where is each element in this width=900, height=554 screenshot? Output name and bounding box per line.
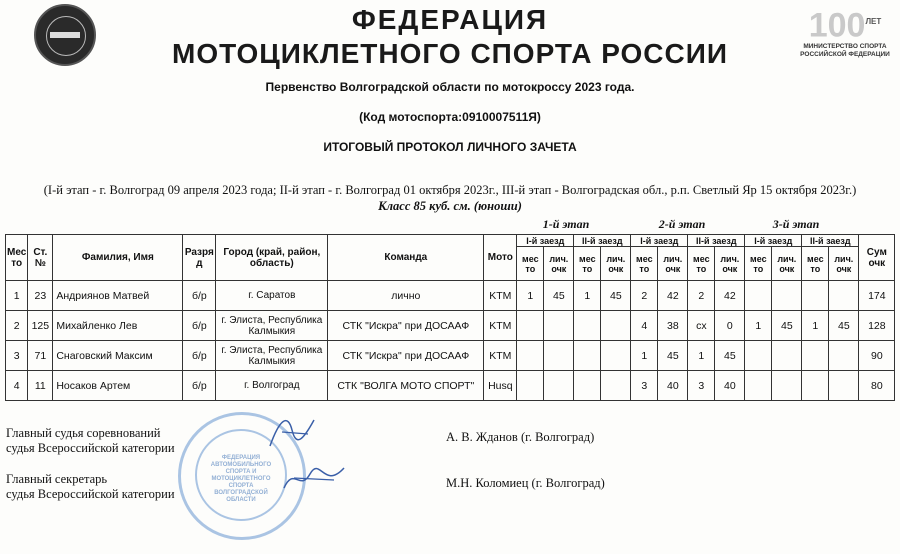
- cell-result: 1: [688, 341, 715, 371]
- cell-number: 125: [28, 311, 53, 341]
- cell-team: СТК "Искра" при ДОСААФ: [328, 311, 484, 341]
- cell-sum: 174: [859, 281, 895, 311]
- stage-1-label: 1-й этап: [542, 217, 590, 231]
- cell-rank: б/р: [183, 371, 216, 401]
- cell-sum: 90: [859, 341, 895, 371]
- title-line1: ФЕДЕРАЦИЯ: [351, 4, 549, 35]
- header-rank: Разря д: [183, 235, 216, 281]
- table-row: [6, 311, 895, 341]
- secretary-title-line2: судья Всероссийской категории: [6, 487, 175, 501]
- cell-moto: Husq: [484, 371, 517, 401]
- header-name: Фамилия, Имя: [53, 235, 183, 281]
- stage-2-label: 2-й этап: [658, 217, 706, 231]
- header-moto: Мото: [484, 235, 517, 281]
- cell-name: Снаговский Максим: [53, 341, 183, 371]
- cell-result: [829, 371, 859, 401]
- cell-number: 23: [28, 281, 53, 311]
- header-team: Команда: [328, 235, 484, 281]
- cell-rank: б/р: [183, 341, 216, 371]
- header-mes: мес то: [802, 247, 829, 281]
- cell-result: [829, 341, 859, 371]
- header-lich: лич. очк: [658, 247, 688, 281]
- stage-dates: (I-й этап - г. Волгоград 09 апреля 2023 года; II-й этап - г. Волгоград 01 октября 2023г., III-й этап - Волгоградская обл., р.п. Светлый Яр 15 октября 2023г.): [43, 183, 857, 197]
- cell-result: 3: [631, 371, 658, 401]
- cell-result: [601, 341, 631, 371]
- cell-result: [517, 341, 544, 371]
- cell-result: 45: [601, 281, 631, 311]
- cell-city: г. Волгоград: [216, 371, 328, 401]
- cell-result: [802, 371, 829, 401]
- cell-result: 42: [658, 281, 688, 311]
- header-s1-race1: I-й заезд: [517, 235, 574, 247]
- sport-code: (Код мотоспорта:0910007511Я): [359, 110, 541, 124]
- judge-title-line2: судья Всероссийской категории: [6, 441, 175, 455]
- ministry-logo: $100^{ЛЕТ}$ МИНИСТЕРСТВО СПОРТА РОССИЙСКОЙ ФЕДЕРАЦИИ: [800, 6, 890, 59]
- judge-title-line1: Главный судья соревнований: [6, 426, 161, 440]
- cell-result: 45: [715, 341, 745, 371]
- cell-name: Андриянов Матвей: [53, 281, 183, 311]
- header-number: Ст. №: [28, 235, 53, 281]
- header-lich: лич. очк: [544, 247, 574, 281]
- cell-result: 1: [517, 281, 544, 311]
- header-mes: мес то: [574, 247, 601, 281]
- cell-result: сх: [688, 311, 715, 341]
- cell-result: 38: [658, 311, 688, 341]
- cell-team: СТК "Искра" при ДОСААФ: [328, 341, 484, 371]
- cell-result: 45: [544, 281, 574, 311]
- header-s3-race2: II-й заезд: [802, 235, 859, 247]
- cell-number: 71: [28, 341, 53, 371]
- cell-place: 1: [6, 281, 28, 311]
- cell-result: [544, 371, 574, 401]
- cell-result: 2: [688, 281, 715, 311]
- cell-result: [772, 371, 802, 401]
- cell-result: 1: [745, 311, 772, 341]
- championship-title: Первенство Волгоградской области по мотокроссу 2023 года.: [265, 80, 635, 94]
- cell-city: г. Саратов: [216, 281, 328, 311]
- results-table: [5, 234, 895, 401]
- header-s3-race1: I-й заезд: [745, 235, 802, 247]
- cell-result: 42: [715, 281, 745, 311]
- header-mes: мес то: [745, 247, 772, 281]
- secretary-name: М.Н. Коломиец (г. Волгоград): [446, 476, 605, 490]
- header-lich: лич. очк: [772, 247, 802, 281]
- cell-number: 11: [28, 371, 53, 401]
- cell-team: СТК "ВОЛГА МОТО СПОРТ": [328, 371, 484, 401]
- cell-moto: KTM: [484, 281, 517, 311]
- cell-result: [544, 311, 574, 341]
- cell-moto: KTM: [484, 341, 517, 371]
- cell-result: 45: [772, 311, 802, 341]
- header-lich: лич. очк: [829, 247, 859, 281]
- cell-result: [601, 311, 631, 341]
- cell-result: 2: [631, 281, 658, 311]
- secretary-signature: [280, 462, 350, 496]
- cell-result: 40: [715, 371, 745, 401]
- stage-3-label: 3-й этап: [772, 217, 820, 231]
- cell-result: [745, 341, 772, 371]
- cell-sum: 128: [859, 311, 895, 341]
- header-lich: лич. очк: [715, 247, 745, 281]
- cell-result: [574, 311, 601, 341]
- header-lich: лич. очк: [601, 247, 631, 281]
- cell-result: [517, 371, 544, 401]
- table-row: [6, 371, 895, 401]
- header-mes: мес то: [688, 247, 715, 281]
- cell-result: 0: [715, 311, 745, 341]
- header-mes: мес то: [517, 247, 544, 281]
- title-line2: МОТОЦИКЛЕТНОГО СПОРТА РОССИИ: [172, 38, 728, 69]
- cell-sum: 80: [859, 371, 895, 401]
- judge-name: А. В. Жданов (г. Волгоград): [446, 430, 595, 444]
- cell-city: г. Элиста, Республика Калмыкия: [216, 341, 328, 371]
- cell-result: 1: [631, 341, 658, 371]
- secretary-title-line1: Главный секретарь: [6, 472, 108, 486]
- header-s2-race1: I-й заезд: [631, 235, 688, 247]
- judge-signature: [262, 412, 322, 452]
- table-row: [6, 281, 895, 311]
- header-city: Город (край, район, область): [216, 235, 328, 281]
- cell-result: [745, 371, 772, 401]
- cell-result: 4: [631, 311, 658, 341]
- cell-name: Михайленко Лев: [53, 311, 183, 341]
- cell-result: [772, 341, 802, 371]
- cell-result: [544, 341, 574, 371]
- cell-place: 2: [6, 311, 28, 341]
- cell-result: [517, 311, 544, 341]
- cell-result: 3: [688, 371, 715, 401]
- header-s2-race2: II-й заезд: [688, 235, 745, 247]
- class-label: Класс 85 куб. см. (юноши): [378, 199, 522, 213]
- cell-rank: б/р: [183, 281, 216, 311]
- header-s1-race2: II-й заезд: [574, 235, 631, 247]
- cell-team: лично: [328, 281, 484, 311]
- cell-result: [574, 341, 601, 371]
- cell-result: [745, 281, 772, 311]
- cell-result: [601, 371, 631, 401]
- cell-result: [802, 341, 829, 371]
- header-sum: Сум очк: [859, 235, 895, 281]
- federation-stamp: ФЕДЕРАЦИЯ АВТОМОБИЛЬНОГО СПОРТА И МОТОЦИКЛЕТНОГО СПОРТА ВОЛГОГРАДСКОЙ ОБЛАСТИ: [178, 412, 306, 540]
- cell-name: Носаков Артем: [53, 371, 183, 401]
- cell-result: 1: [802, 311, 829, 341]
- cell-city: г. Элиста, Республика Калмыкия: [216, 311, 328, 341]
- cell-result: 45: [829, 311, 859, 341]
- table-row: [6, 341, 895, 371]
- header-mes: мес то: [631, 247, 658, 281]
- protocol-title: ИТОГОВЫЙ ПРОТОКОЛ ЛИЧНОГО ЗАЧЕТА: [323, 140, 577, 154]
- cell-result: [772, 281, 802, 311]
- cell-moto: KTM: [484, 311, 517, 341]
- cell-result: [829, 281, 859, 311]
- cell-place: 4: [6, 371, 28, 401]
- cell-result: [574, 371, 601, 401]
- cell-result: [802, 281, 829, 311]
- cell-rank: б/р: [183, 311, 216, 341]
- cell-result: 40: [658, 371, 688, 401]
- header-place: Мес то: [6, 235, 28, 281]
- cell-place: 3: [6, 341, 28, 371]
- cell-result: 1: [574, 281, 601, 311]
- cell-result: 45: [658, 341, 688, 371]
